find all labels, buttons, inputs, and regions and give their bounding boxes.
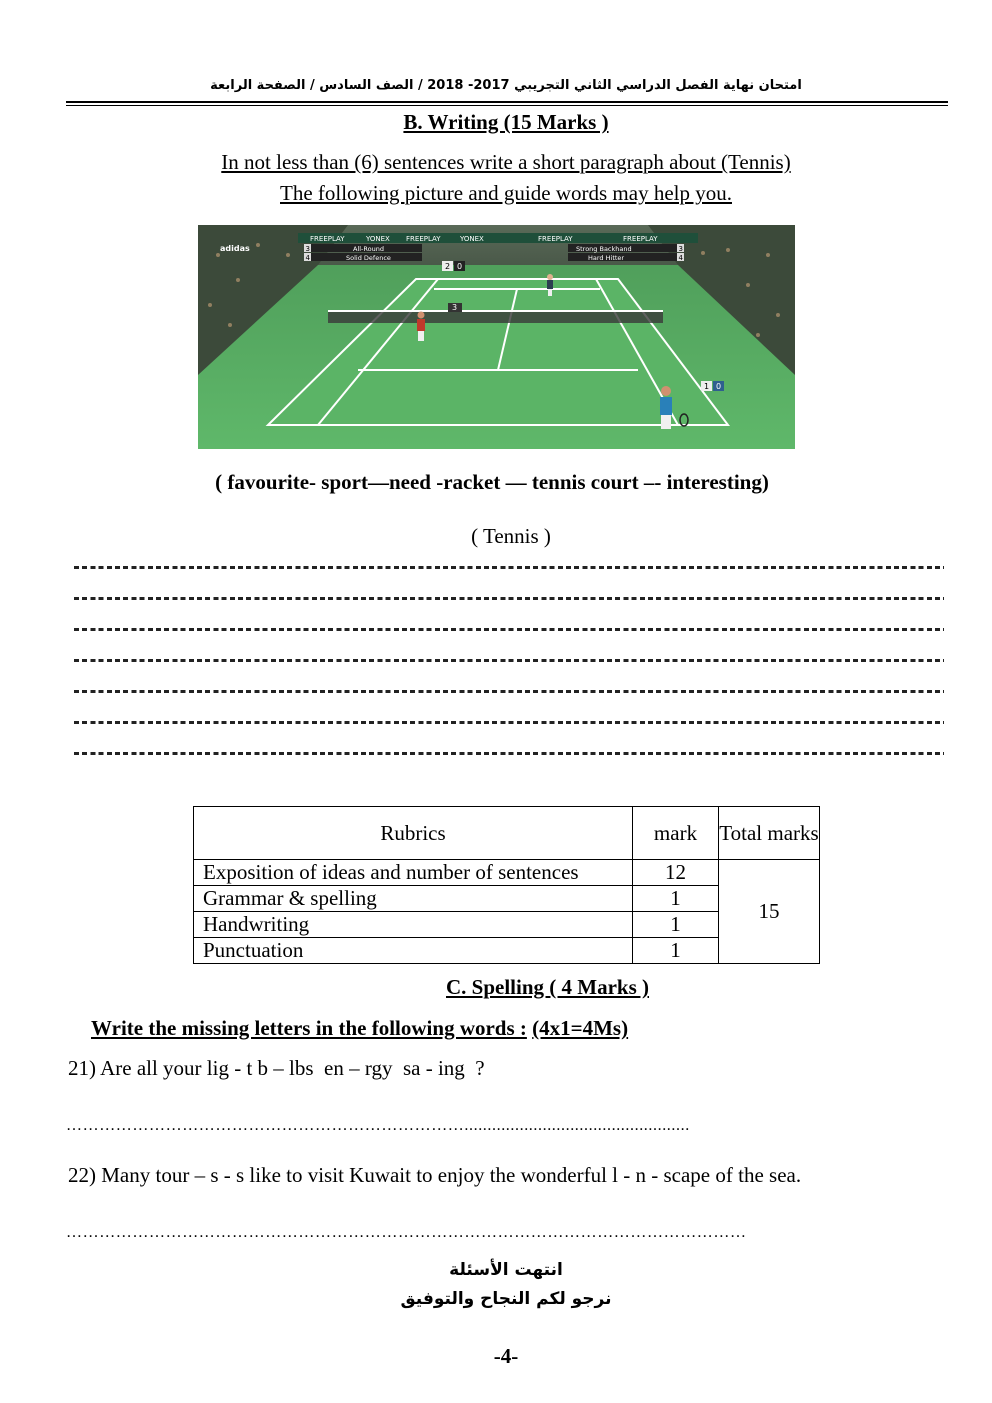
rubric-mark: 1 xyxy=(633,912,719,938)
banner-text-4: YONEX xyxy=(460,235,484,243)
writing-instruction-1: In not less than (6) sentences write a short paragraph about (Tennis) xyxy=(221,150,791,174)
tennis-photo xyxy=(198,225,795,449)
player-mid xyxy=(417,312,425,342)
spelling-instruction-line xyxy=(91,1016,628,1041)
answer-line[interactable] xyxy=(74,566,944,569)
writing-instruction-2: The following picture and guide words may help you. xyxy=(280,181,732,205)
answer-dots-21[interactable]: ………………………………………………………………................................................. xyxy=(66,1117,690,1134)
header-rule-thin xyxy=(66,105,948,106)
question-21: 21) Are all your lig - t b – lbs en – rgy sa - ing ? xyxy=(68,1056,485,1080)
label-right-2: Hard Hitter xyxy=(588,254,625,262)
answer-line[interactable] xyxy=(74,659,944,662)
page-number: -4- xyxy=(493,1344,519,1368)
answer-line[interactable] xyxy=(74,690,944,693)
score-mid: 3 xyxy=(452,303,458,312)
rubric-total: 15 xyxy=(719,860,820,964)
page-header: امتحان نهاية الفصل الدراسي الثاني التجريبي 2017- 2018 / الصف السادس / الصفحة الرابعة xyxy=(210,78,802,93)
score-bottom-2: 0 xyxy=(716,382,722,391)
rubric-label: Exposition of ideas and number of sentences xyxy=(194,860,633,886)
banner-text-2: YONEX xyxy=(366,235,390,243)
rubric-label: Grammar & spelling xyxy=(194,886,633,912)
brand-sign: adidas xyxy=(220,244,250,253)
score-top-1: 2 xyxy=(445,262,451,271)
rubric-header-rubrics: Rubrics xyxy=(194,807,633,860)
rubric-label: Punctuation xyxy=(194,938,633,964)
banner-text-3: FREEPLAY xyxy=(406,235,441,243)
seed-left-2: 4 xyxy=(305,254,310,262)
rubric-header-mark: mark xyxy=(633,807,719,860)
rubric-mark: 1 xyxy=(633,886,719,912)
score-bottom-1: 1 xyxy=(704,382,710,391)
rubric-table xyxy=(193,806,820,964)
paragraph-topic: ( Tennis ) xyxy=(471,524,551,548)
label-right-1: Strong Backhand xyxy=(576,245,632,253)
spelling-section-title: C. Spelling ( 4 Marks ) xyxy=(446,975,650,999)
seed-right-2: 4 xyxy=(678,254,683,262)
rubric-mark: 1 xyxy=(633,938,719,964)
rubric-label: Handwriting xyxy=(194,912,633,938)
spelling-instruction: Write the missing letters in the following words : xyxy=(91,1016,527,1040)
writing-section-title: B. Writing (15 Marks ) xyxy=(403,110,609,134)
good-luck-wish: نرجو لكم النجاح والتوفيق xyxy=(400,1289,612,1309)
answer-line[interactable] xyxy=(74,597,944,600)
seed-right-1: 3 xyxy=(678,245,683,253)
banner-text-1: FREEPLAY xyxy=(310,235,345,243)
tennis-net xyxy=(328,311,663,323)
guide-words: ( favourite- sport—need -racket — tennis court –- interesting) xyxy=(215,470,769,494)
banner-text-6: FREEPLAY xyxy=(623,235,658,243)
rubric-header-total: Total marks xyxy=(719,807,820,860)
rubric-mark: 12 xyxy=(633,860,719,886)
label-left-1: All-Round xyxy=(353,245,384,253)
header-rule-thick xyxy=(66,101,948,103)
answer-line[interactable] xyxy=(74,721,944,724)
spelling-marks-note: (4x1=4Ms) xyxy=(532,1016,629,1040)
answer-line[interactable] xyxy=(74,628,944,631)
table-row xyxy=(194,860,820,886)
score-top-2: 0 xyxy=(457,262,463,271)
banner-text-5: FREEPLAY xyxy=(538,235,573,243)
end-of-questions: انتهت الأسئلة xyxy=(449,1260,563,1280)
answer-line[interactable] xyxy=(74,752,944,755)
seed-left-1: 3 xyxy=(305,245,310,253)
label-left-2: Solid Defence xyxy=(346,254,391,262)
answer-dots-22[interactable]: …………………………………………………………………………………………………………… xyxy=(66,1224,747,1241)
question-22: 22) Many tour – s - s like to visit Kuwait to enjoy the wonderful l - n - scape of the sea. xyxy=(68,1163,802,1187)
